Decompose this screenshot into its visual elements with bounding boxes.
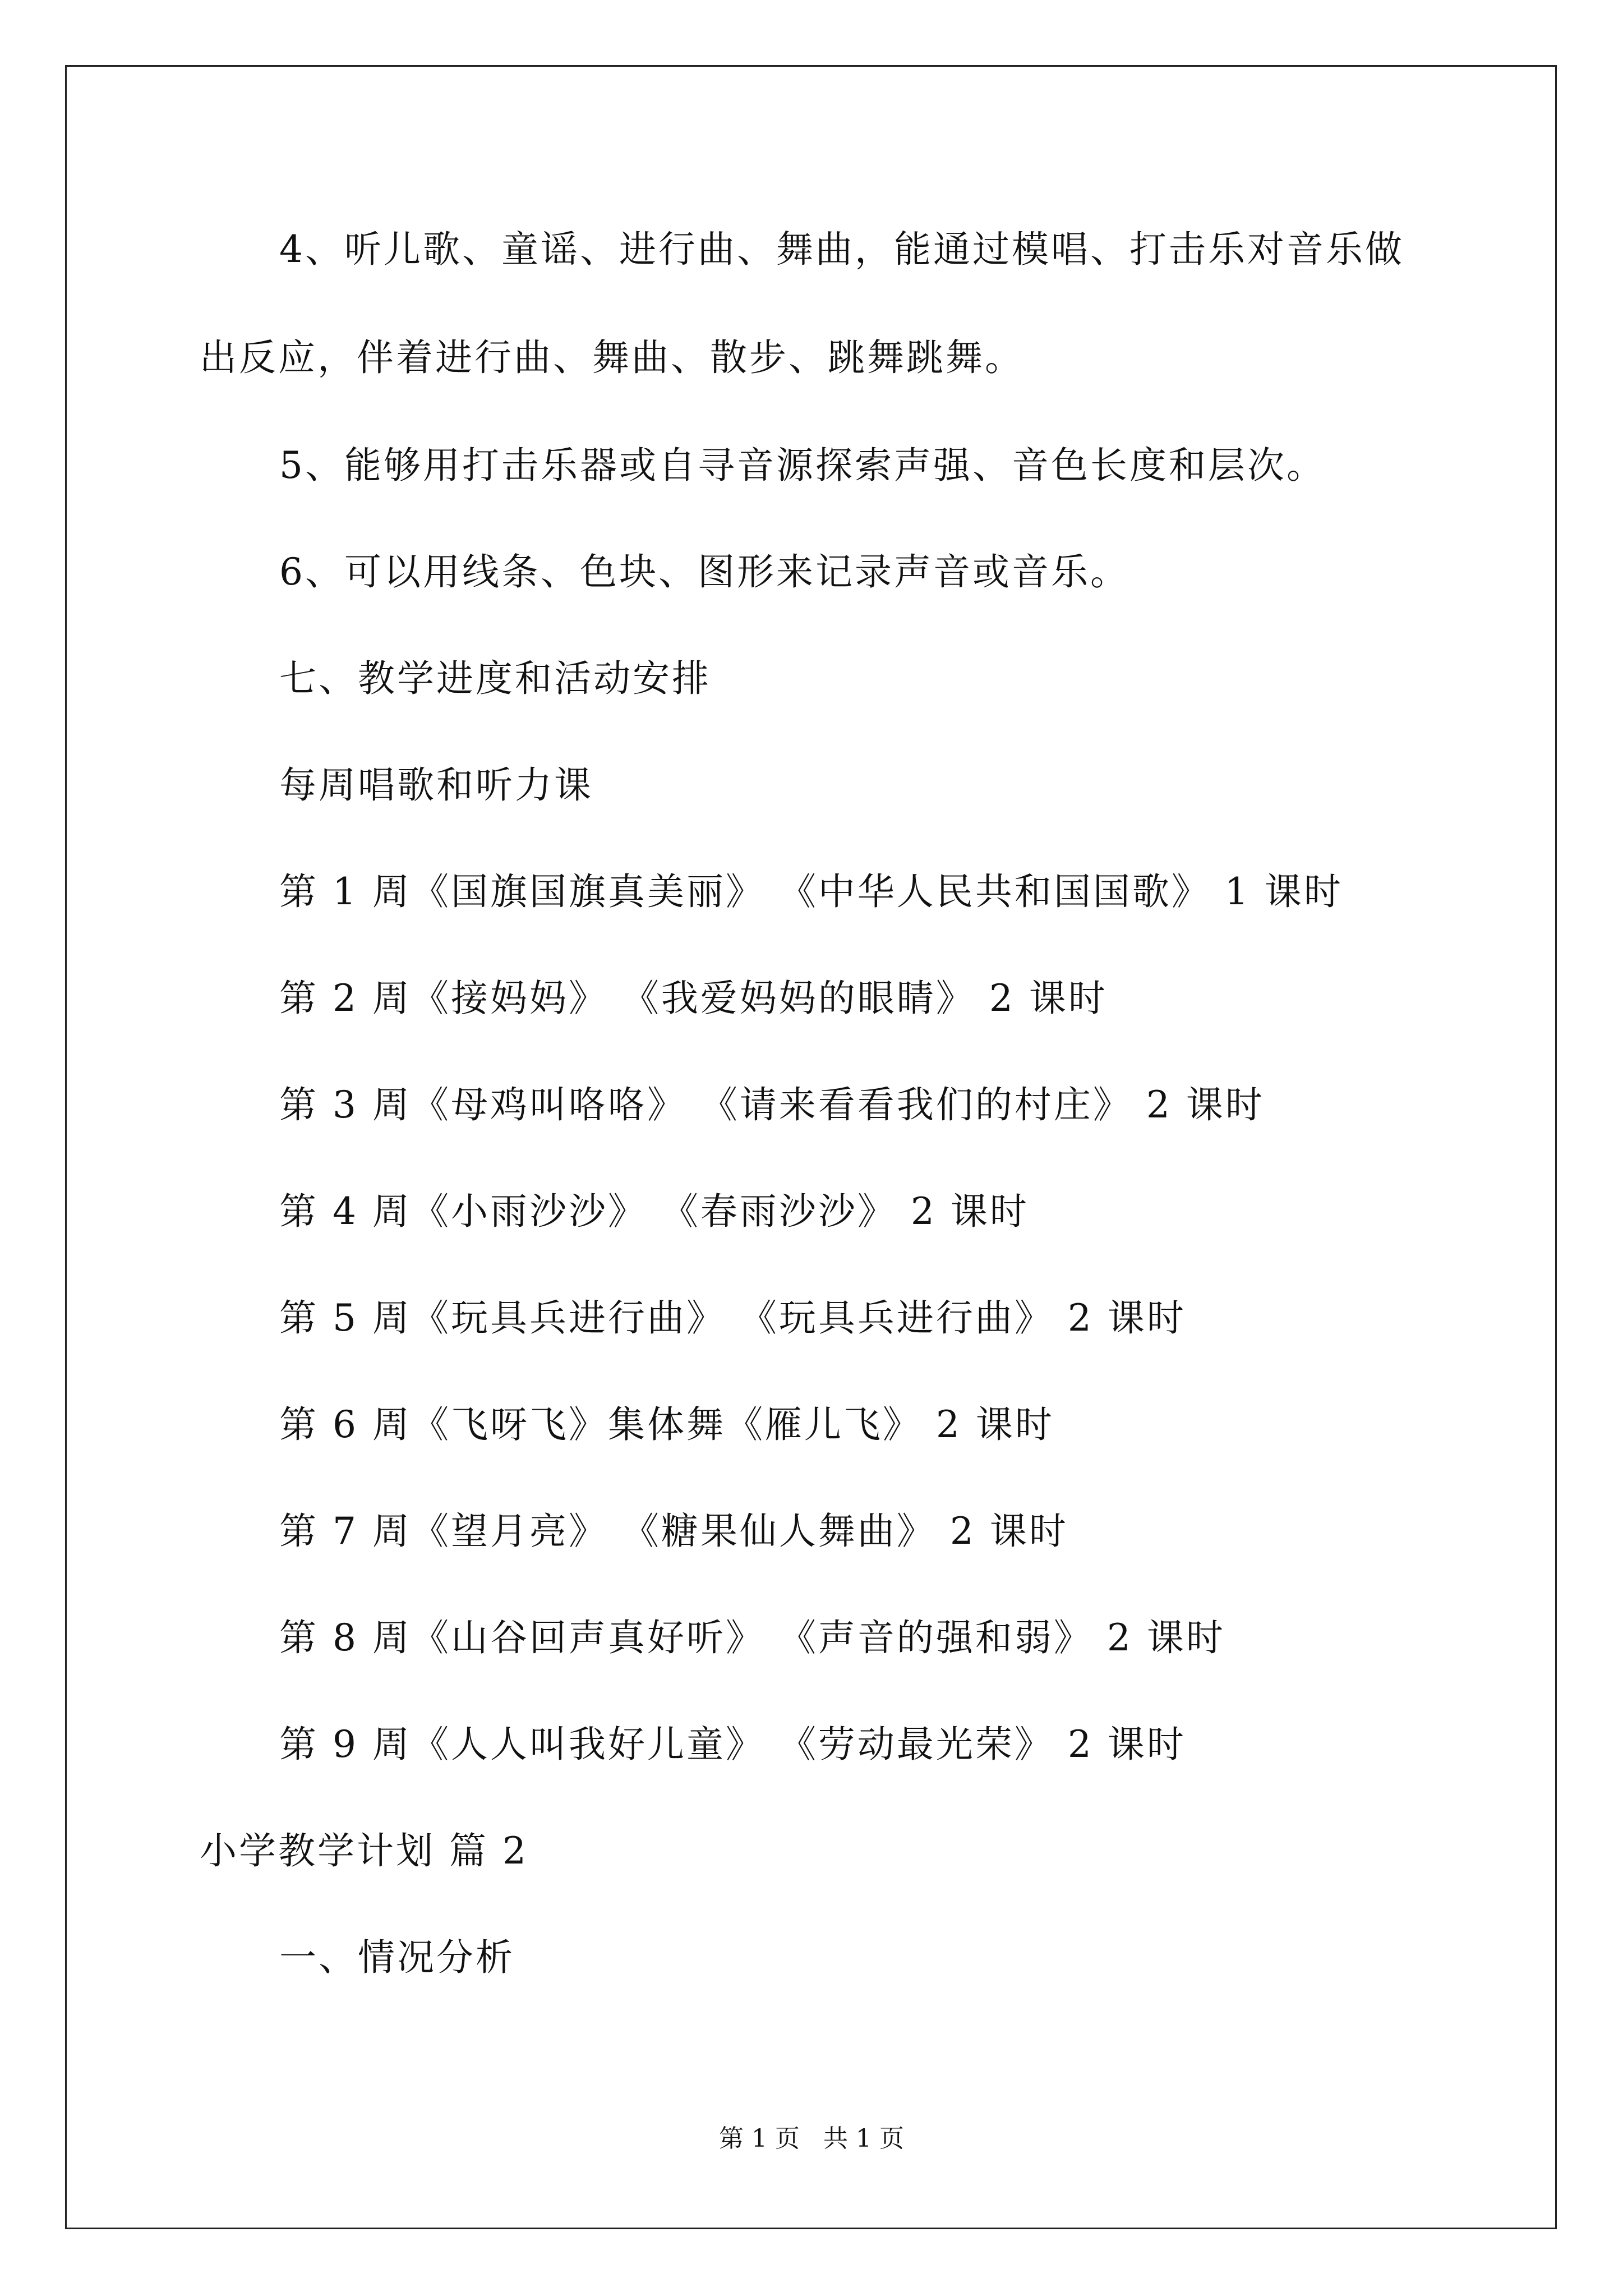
schedule-line: 第 3 周《母鸡叫咯咯》 《请来看看我们的村庄》 2 课时 (279, 1083, 1265, 1126)
section-heading: 七、教学进度和活动安排 (279, 657, 711, 700)
schedule-line: 第 1 周《国旗国旗真美丽》 《中华人民共和国国歌》 1 课时 (279, 870, 1343, 913)
document-title: 小学教学计划 篇 2 (200, 1829, 528, 1872)
body-line: 出反应，伴着进行曲、舞曲、散步、跳舞跳舞。 (200, 336, 1024, 379)
schedule-line: 第 8 周《山谷回声真好听》 《声音的强和弱》 2 课时 (279, 1616, 1225, 1659)
page-number-footer: 第 1 页 共 1 页 (719, 2124, 904, 2153)
schedule-line: 第 4 周《小雨沙沙》 《春雨沙沙》 2 课时 (279, 1190, 1029, 1233)
schedule-line: 第 2 周《接妈妈》 《我爱妈妈的眼睛》 2 课时 (279, 977, 1108, 1020)
body-line: 4、听儿歌、童谣、进行曲、舞曲，能通过模唱、打击乐对音乐做 (279, 228, 1404, 271)
schedule-line: 第 6 周《飞呀飞》集体舞《雁儿飞》 2 课时 (279, 1403, 1054, 1446)
body-line: 每周唱歌和听力课 (279, 763, 593, 807)
section-heading: 一、情况分析 (279, 1936, 515, 1979)
schedule-line: 第 5 周《玩具兵进行曲》 《玩具兵进行曲》 2 课时 (279, 1296, 1186, 1340)
schedule-line: 第 9 周《人人叫我好儿童》 《劳动最光荣》 2 课时 (279, 1723, 1186, 1766)
schedule-line: 第 7 周《望月亮》 《糖果仙人舞曲》 2 课时 (279, 1510, 1068, 1553)
body-line: 5、能够用打击乐器或自寻音源探索声强、音色长度和层次。 (279, 444, 1326, 487)
page-border (65, 65, 1557, 2229)
body-line: 6、可以用线条、色块、图形来记录声音或音乐。 (279, 550, 1129, 593)
